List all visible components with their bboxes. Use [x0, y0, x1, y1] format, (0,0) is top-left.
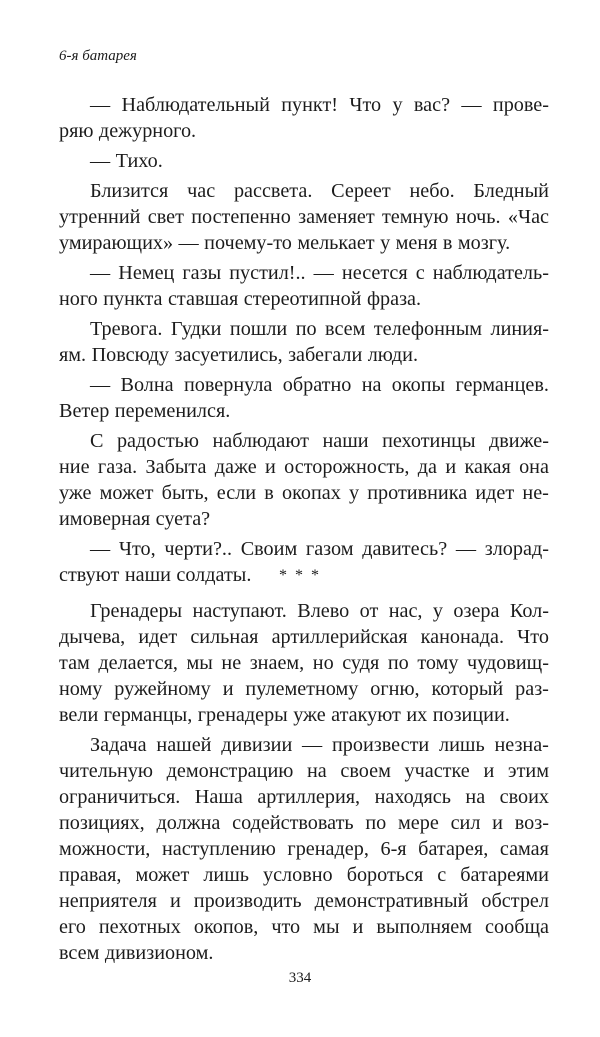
text-line: можности, наступлению гренадер, 6-я батарея, самая — [59, 838, 549, 860]
text-line: — Тихо. — [90, 150, 163, 172]
text-line: Близится час рассвета. Сереет небо. Бледный — [90, 180, 549, 202]
text-line: уже может быть, если в окопах у противника идет не- — [59, 482, 549, 504]
text-line: неприятеля и производить демонстративный обстрел — [59, 890, 549, 912]
paragraph — [59, 92, 549, 144]
text-line: ние газа. Забыта даже и осторожность, да и какая она — [59, 456, 549, 478]
text-block-top — [59, 92, 549, 588]
paragraph — [59, 178, 549, 256]
text-line: всем дивизионом. — [59, 942, 214, 964]
text-line: вели германцы, гренадеры уже атакуют их позиции. — [59, 704, 510, 726]
text-line: умирающих» — почему-то мелькает у меня в мозгу. — [59, 232, 511, 254]
text-line: ряю дежурного. — [59, 120, 197, 142]
text-line: его пехотных окопов, что мы и выполняем сообща — [59, 916, 549, 938]
text-line: Тревога. Гудки пошли по всем телефонным линия- — [90, 318, 549, 340]
running-head: 6-я батарея — [59, 48, 137, 64]
paragraph — [59, 316, 549, 368]
text-line: позициях, должна содействовать по мере сил и воз- — [59, 812, 549, 834]
text-line: — Что, черти?.. Своим газом давитесь? — злорад- — [90, 538, 549, 560]
paragraph — [59, 148, 549, 174]
page-number: 334 — [288, 970, 312, 986]
text-line: правая, может лишь условно бороться с батареями — [59, 864, 549, 886]
paragraph — [59, 428, 549, 532]
text-line: Задача нашей дивизии — произвести лишь незна- — [90, 734, 549, 756]
text-line: ному ружейному и пулеметному огню, который раз- — [59, 678, 549, 700]
text-line: — Немец газы пустил!.. — несется с наблюдатель- — [90, 262, 549, 284]
text-line: — Волна повернула обратно на окопы германцев. — [90, 374, 549, 396]
text-line: — Наблюдательный пункт! Что у вас? — прове- — [90, 94, 549, 116]
section-separator: * * * — [279, 567, 321, 584]
text-line: ного пункта ставшая стереотипной фраза. — [59, 288, 422, 310]
text-line: ограничиться. Наша артиллерия, находясь на своих — [59, 786, 549, 808]
paragraph — [59, 598, 549, 728]
text-line: С радостью наблюдают наши пехотинцы движе- — [90, 430, 549, 452]
paragraph — [59, 260, 549, 312]
text-line: дычева, идет сильная артиллерийская канонада. Что — [59, 626, 549, 648]
text-line: чительную демонстрацию на своем участке и этим — [59, 760, 549, 782]
text-line: ствуют наши солдаты. — [59, 564, 252, 586]
text-line: Гренадеры наступают. Влево от нас, у озера Кол- — [90, 600, 549, 622]
paragraph — [59, 372, 549, 424]
text-block-bottom — [59, 598, 549, 966]
text-line: Ветер переменился. — [59, 400, 231, 422]
text-line: ям. Повсюду засуетились, забегали люди. — [59, 344, 418, 366]
text-line: утренний свет постепенно заменяет темную ночь. «Час — [59, 206, 549, 228]
text-line: там делается, мы не знаем, но судя по тому чудовищ- — [59, 652, 549, 674]
text-line: имоверная суета? — [59, 508, 211, 530]
paragraph — [59, 732, 549, 966]
